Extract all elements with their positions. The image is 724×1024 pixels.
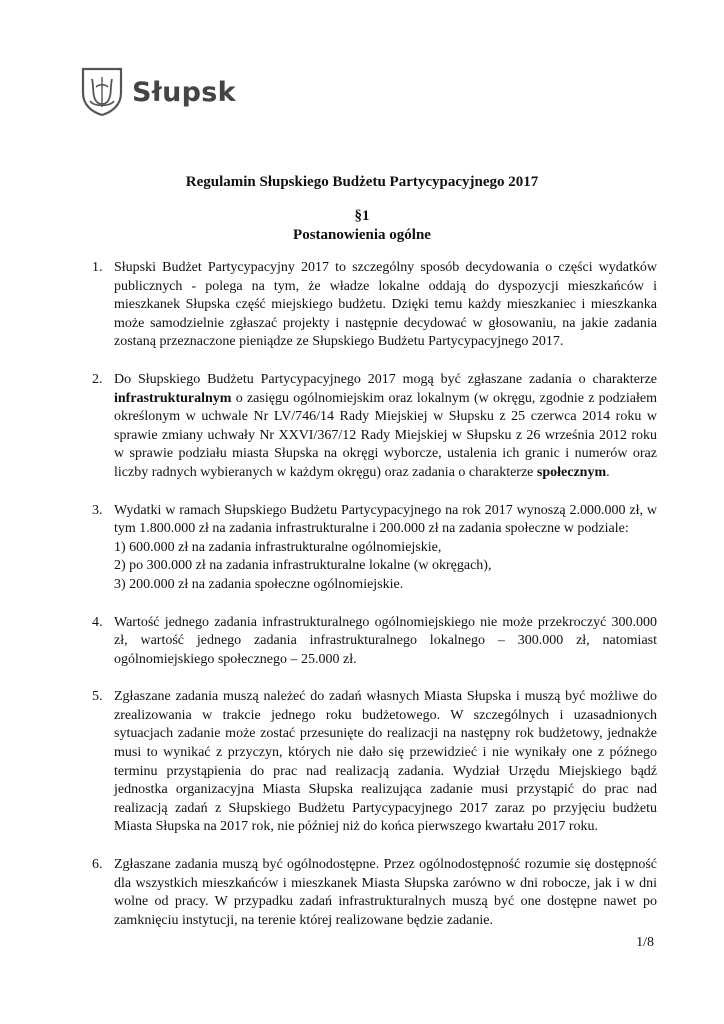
- item-number: 6.: [92, 857, 103, 873]
- list-item: [92, 614, 657, 670]
- item-text-part: o zasięgu ogólnomiejskim oraz lokalnym (w okręgu, zgodnie z podziałem określonym w uchwale Nr LV/746/14 Rady Miejskiej w Słupsku z 25 czerwca 2014 roku w sprawie zmiany uchwały Nr XXVI/367/12 Rady Miejskiej w Słupsku z 26 września 2012 roku w sprawie podziału miasta Słupska na okręgi wyborcze, ustalenia ich granic i numerów oraz liczby radnych wybieranych w każdym okręgu) oraz zadania o charakterze: [114, 390, 657, 480]
- list-item: [92, 856, 657, 930]
- item-number: 3.: [92, 502, 103, 518]
- bold-term: społecznym: [536, 464, 607, 480]
- sub-item: 2) po 300.000 zł na zadania infrastrukturalne lokalne (w okręgach),: [114, 558, 492, 574]
- list-item: [92, 502, 657, 595]
- slupsk-coat-of-arms-icon: [80, 67, 124, 117]
- item-number: 4.: [92, 614, 103, 630]
- sub-item: 3) 200.000 zł na zadania społeczne ogólnomiejskie.: [114, 576, 404, 592]
- item-number: 5.: [92, 689, 103, 705]
- item-text: Słupski Budżet Partycypacyjny 2017 to szczególny sposób decydowania o części wydatków publicznych - polega na tym, że władze lokalne oddają do dyspozycji mieszkańców i mieszkanek Słupska część miejskiego budżetu. Dzięki temu każdy mieszkaniec i mieszkanka może samodzielnie zgłaszać projekty i następnie decydować w głosowaniu, na jakie zadania zostaną przeznaczone pieniądze ze Słupskiego Budżetu Partycypacyjnego 2017.: [114, 260, 657, 350]
- item-text: [114, 371, 657, 483]
- document-title: Regulamin Słupskiego Budżetu Partycypacyjnego 2017: [185, 174, 539, 190]
- item-text: Wartość jednego zadania infrastrukturalnego ogólnomiejskiego nie może przekroczyć 300.000 zł, wartość jednego zadania infrastrukturalnego lokalnego – 300.000 zł, natomiast ogólnomiejskiego społecznego – 25.000 zł.: [114, 614, 657, 667]
- list-item: [92, 688, 657, 837]
- page-number: 1/8: [636, 935, 654, 950]
- logo: [80, 67, 236, 117]
- sub-item: 1) 600.000 zł na zadania infrastrukturalne ogólnomiejskie,: [114, 539, 442, 555]
- item-text: Zgłaszane zadania muszą być ogólnodostępne. Przez ogólnodostępność rozumie się dostępność dla wszystkich mieszkańców i mieszkanek Miasta Słupska zarówno w dni robocze, jak i w dni wolne od pracy. W przypadku zadań infrastrukturalnych muszą być one dostępne nawet po zamknięciu instytucji, na terenie której realizowane będzie zadanie.: [114, 857, 657, 928]
- item-text: Zgłaszane zadania muszą należeć do zadań własnych Miasta Słupska i muszą być możliwe do zrealizowania w trakcie jednego roku budżetowego. W szczególnych i uzasadnionych sytuacjach zadanie może zostać przesunięte do realizacji na następny rok budżetowy, jednakże musi to wynikać z przyczyn, których nie dało się przewidzieć i nie wynikały one z późnego terminu przystąpienia do prac nad realizacją zadania. Wydział Urzędu Miejskiego bądź jednostka organizacyjna Miasta Słupska realizująca zadanie musi przystąpić do prac nad realizacją zadań z Słupskiego Budżetu Partycypacyjnego 2017 zaraz po przyjęciu budżetu Miasta Słupska na 2017 rok, nie później niż do końca pierwszego kwartału 2017 roku.: [114, 689, 657, 835]
- item-text-part: Wydatki w ramach Słupskiego Budżetu Partycypacyjnego na rok 2017 wynoszą 2.000.000 zł, w tym 1.800.000 zł na zadania infrastrukturalne i 200.000 zł na zadania społeczne w podziale:: [114, 502, 657, 537]
- item-text-part: Do Słupskiego Budżetu Partycypacyjnego 2017 mogą być zgłaszane zadania o charakterze: [114, 371, 657, 387]
- list-item: [92, 371, 657, 483]
- item-number: 1.: [92, 260, 103, 275]
- item-number: 2.: [92, 371, 103, 387]
- bold-term: infrastrukturalnym: [114, 390, 232, 406]
- regulation-list: [92, 259, 657, 949]
- logo-text: Słupsk: [132, 76, 236, 108]
- item-text-part: .: [606, 464, 610, 480]
- list-item: [92, 259, 657, 352]
- section-name: Postanowienia ogólne: [293, 227, 431, 243]
- section-sign: §1: [354, 208, 370, 224]
- item-text: [114, 502, 657, 595]
